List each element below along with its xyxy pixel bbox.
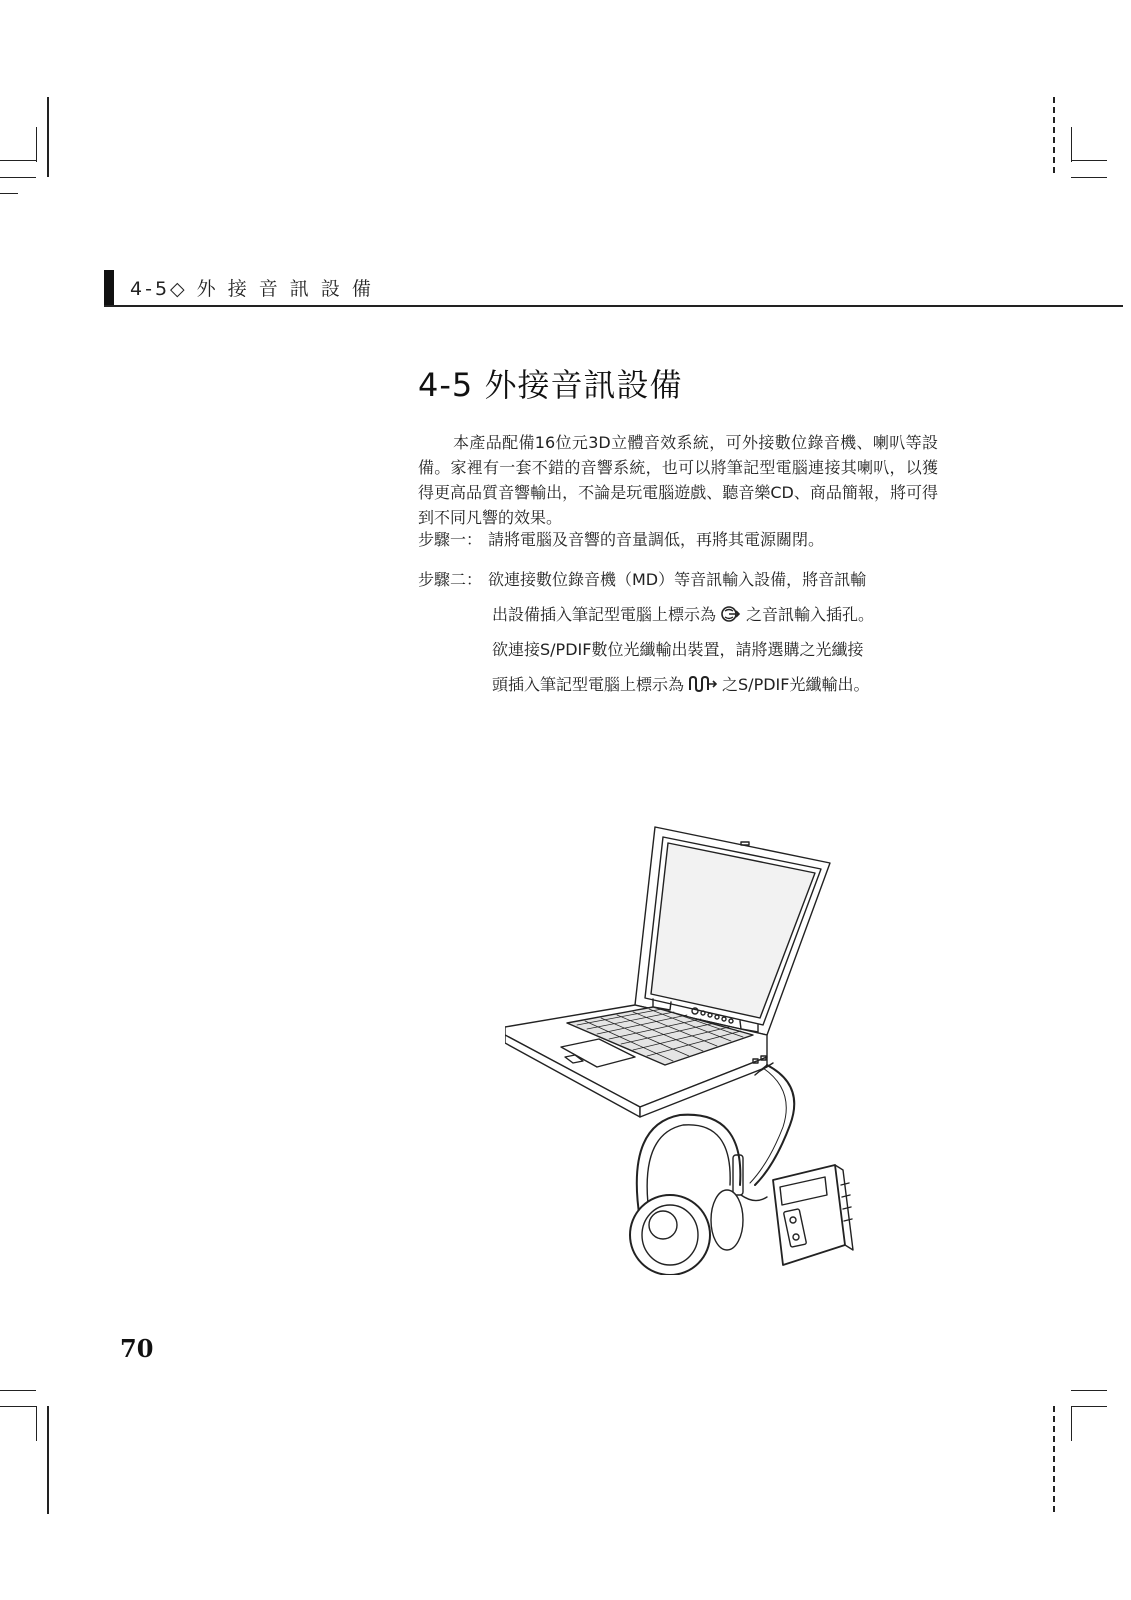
audio-in-icon [720, 605, 742, 627]
step-one [418, 527, 824, 550]
crop-mark-bl-v [36, 1406, 37, 1441]
connection-illustration [505, 825, 865, 1279]
headphones-icon [630, 1115, 767, 1275]
crop-mark-tl-h2 [0, 177, 36, 178]
crop-mark-tr-v2 [1071, 127, 1072, 162]
crop-mark-bl-h [0, 1390, 36, 1391]
step-two-line-1 [492, 602, 874, 627]
step-two-line-2-text: 欲連接S/PDIF數位光纖輸出裝置，請將選購之光纖接 [492, 640, 864, 659]
step-two [418, 567, 866, 590]
header-marker-bar [104, 270, 114, 306]
spdif-icon [688, 674, 718, 698]
crop-mark-bl-v2 [47, 1406, 49, 1514]
step-one-text: 請將電腦及音響的音量調低，再將其電源關閉。 [488, 530, 825, 549]
crop-mark-tr-h2 [1071, 177, 1107, 178]
crop-mark-tr-h [1071, 160, 1107, 161]
step-two-line-2 [492, 637, 863, 660]
step-two-line-1-before: 出設備插入筆記型電腦上標示為 [492, 605, 717, 624]
page-number: 70 [120, 1334, 154, 1363]
crop-mark-tr-v [1053, 97, 1055, 177]
crop-mark-bl-h2 [0, 1406, 36, 1407]
crop-mark-tl-v2 [36, 127, 37, 162]
running-header-title: 4-5◇ 外 接 音 訊 設 備 [130, 278, 374, 300]
cassette-player-icon [773, 1165, 853, 1265]
step-two-text: 欲連接數位錄音機（MD）等音訊輸入設備，將音訊輸 [488, 570, 867, 589]
step-two-line-3 [492, 672, 869, 698]
crop-mark-br-h [1071, 1390, 1107, 1391]
crop-mark-br-v2 [1053, 1406, 1055, 1514]
step-two-line-1-after: 之音訊輸入插孔。 [746, 605, 875, 624]
crop-mark-br-h2 [1071, 1406, 1107, 1407]
step-two-label: 步驟二： [418, 570, 483, 589]
header-rule [104, 305, 1123, 307]
step-one-label: 步驟一： [418, 530, 483, 549]
intro-paragraph: 本產品配備16位元3D立體音效系統，可外接數位錄音機、喇叭等設備。家裡有一套不錯的音響系統，也可以將筆記型電腦連接其喇叭，以獲得更高品質音響輸出，不論是玩電腦遊戲、聽音樂CD、商品簡報，將可得到不同凡響的效果。 [418, 433, 938, 527]
crop-mark-tl-h [0, 160, 36, 161]
section-title: 4-5 外接音訊設備 [418, 366, 683, 404]
crop-mark-tl-v [47, 97, 49, 177]
step-two-line-3-after: 之S/PDIF光纖輸出。 [722, 675, 870, 694]
crop-mark-tl-h3 [0, 193, 18, 194]
step-two-line-3-before: 頭插入筆記型電腦上標示為 [492, 675, 685, 694]
crop-mark-br-v [1071, 1406, 1072, 1441]
